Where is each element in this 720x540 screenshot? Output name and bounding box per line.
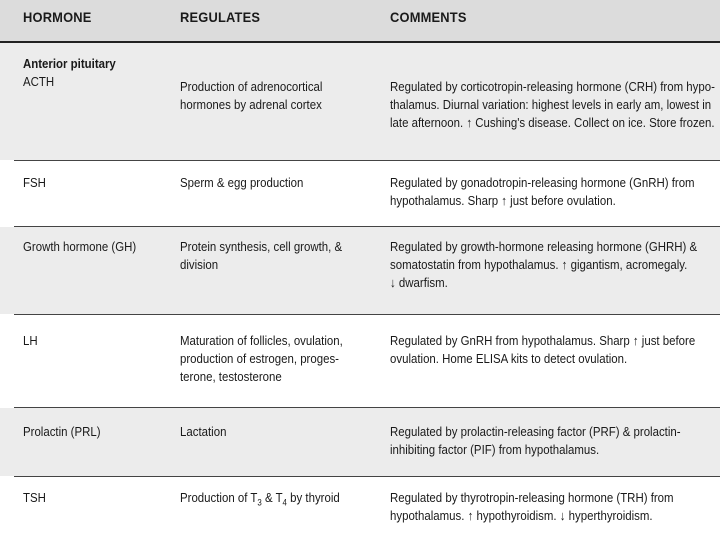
regulates-cell: Lactation — [180, 424, 227, 439]
comments-cell: Regulated by thyrotropin-releasing hormone (TRH) from hypothalamus. ↑ hypothyroidism. ↓ hyperthyroidism. — [390, 490, 674, 523]
table-row — [0, 43, 720, 160]
comments-cell: Regulated by prolactin-releasing factor (PRF) & prolactin- inhibiting factor (PIF) from hypothalamus. — [390, 424, 681, 457]
regulates-cell: Sperm & egg production — [180, 175, 304, 190]
comments-cell: Regulated by gonadotropin-releasing hormone (GnRH) from hypothalamus. Sharp ↑ just before ovulation. — [390, 175, 695, 208]
hormone-cell: Prolactin (PRL) — [23, 424, 101, 439]
header-hormone: HORMONE — [23, 9, 92, 25]
table-row — [0, 161, 720, 226]
header-comments: COMMENTS — [390, 9, 467, 25]
regulates-cell: Production of adrenocortical hormones by adrenal cortex — [180, 79, 323, 112]
hormone-cell: FSH — [23, 175, 46, 190]
header-regulates: REGULATES — [180, 9, 261, 25]
table-header — [0, 0, 720, 43]
table-row — [0, 315, 720, 407]
hormone-cell: LH — [23, 333, 38, 348]
comments-cell: Regulated by growth-hormone releasing hormone (GHRH) & somatostatin from hypothalamus. ↑ gigantism, acromegaly. ↓ dwarfism. — [390, 239, 698, 290]
hormone-cell: Growth hormone (GH) — [23, 239, 137, 254]
comments-cell: Regulated by GnRH from hypothalamus. Sharp ↑ just before ovulation. Home ELISA kits to detect ovulation. — [390, 333, 696, 366]
table-row — [0, 408, 720, 476]
comments-cell: Regulated by corticotropin-releasing hormone (CRH) from hypo- thalamus. Diurnal variation: highest levels in early am, lowest in late afternoon. ↑ Cushing's disease. Collect on ice. Store frozen. — [390, 79, 715, 130]
hormone-cell: TSH — [23, 490, 46, 505]
regulates-cell: Protein synthesis, cell growth, & division — [180, 239, 343, 272]
table-row — [0, 477, 720, 540]
regulates-cell: Production of $T_3$ & $T_4$ by thyroid — [180, 490, 340, 508]
table-row — [0, 227, 720, 314]
regulates-cell: Maturation of follicles, ovulation, production of estrogen, proges- terone, testosterone — [180, 333, 343, 384]
hormone-cell: ACTH — [23, 74, 55, 89]
group-label: Anterior pituitary — [23, 56, 116, 71]
